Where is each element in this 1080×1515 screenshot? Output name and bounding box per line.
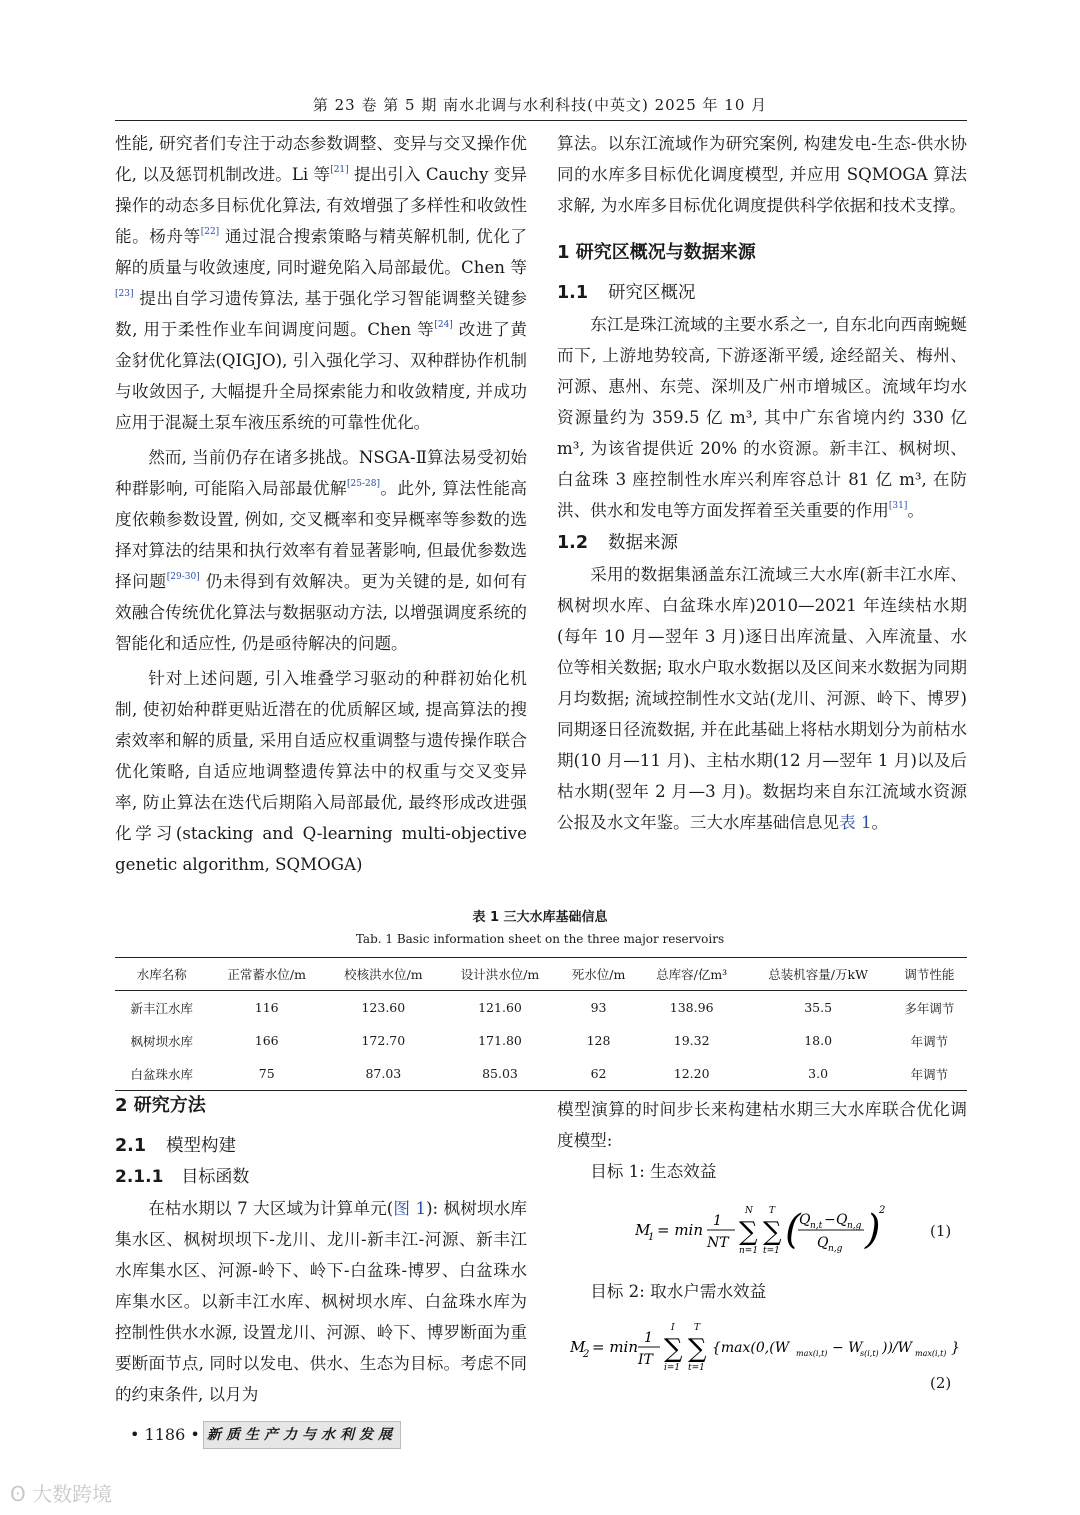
equation-1-number: (1): [930, 1222, 952, 1240]
heading-title: 数据来源: [608, 533, 679, 553]
objective-2-label: 目标 2: 取水户需水效益: [590, 1282, 767, 1301]
watermark: [10, 1478, 112, 1507]
cell: 128: [586, 1033, 611, 1048]
svg-text:max(i,t): max(i,t): [796, 1349, 828, 1358]
svg-text:n,g: n,g: [828, 1244, 843, 1254]
section-heading-2: 2 研究方法: [115, 1095, 206, 1116]
left-column-lower: [115, 1090, 527, 1410]
svg-text:s(i,t): s(i,t): [860, 1349, 879, 1358]
svg-text:2: 2: [583, 1349, 590, 1360]
cell: 年调节: [910, 1066, 949, 1082]
citation-24[interactable]: [24]: [434, 320, 453, 330]
text: 改进了黄金豺优化算法(QIGJO), 引入强化学习、双种群协作机制与收敛因子, 大幅提升全局探索能力和收敛精度, 并成功应用于混凝土泵车液压系统的可靠性优化。: [115, 320, 527, 432]
cell: 62: [590, 1066, 607, 1081]
cell: 85.03: [482, 1066, 518, 1081]
svg-text:}: }: [951, 1340, 960, 1356]
text: 。: [871, 813, 889, 832]
svg-text:n=1: n=1: [739, 1246, 759, 1256]
page-number: • 1186 •: [130, 1425, 200, 1444]
table-row: [115, 991, 967, 1025]
right-column-upper: [557, 128, 967, 838]
svg-text:t=1: t=1: [688, 1363, 705, 1373]
paragraph-model-step: 模型演算的时间步长来构建枯水期三大水库联合优化调度模型:: [557, 1100, 967, 1150]
subsubsection-heading-2-1-1: [115, 1162, 527, 1193]
heading-number: 1.1: [557, 283, 589, 303]
text: 。此外, 算法性能高度依赖参数设置, 例如, 交叉概率和变异概率等参数的选择对算法的结果和执行效率有着显著影响, 但最优参数选择问题: [115, 479, 527, 591]
svg-text:T: T: [694, 1323, 701, 1333]
svg-text:t=1: t=1: [763, 1246, 780, 1256]
paragraph-objective: [115, 1193, 527, 1410]
header-rule: [115, 120, 967, 121]
svg-text:Q: Q: [799, 1212, 811, 1228]
cell: 166: [254, 1033, 279, 1048]
citation-21[interactable]: [21]: [330, 165, 349, 175]
text: 性能, 研究者们专注于动态参数调整、变异与交叉操作优化, 以及惩罚机制改进。Li 等: [115, 134, 527, 184]
heading-number: 1.2: [557, 533, 589, 553]
cell: 白盆珠水库: [130, 1066, 193, 1082]
running-header: 第 23 卷 第 5 期 南水北调与水利科技(中英文) 2025 年 10 月: [312, 96, 768, 114]
table-caption-cn: 表 1 三大水库基础信息: [472, 910, 608, 925]
svg-text:∑: ∑: [664, 1334, 683, 1364]
svg-text:2: 2: [879, 1205, 886, 1216]
svg-text:1: 1: [713, 1213, 722, 1229]
svg-text:M: M: [570, 1338, 586, 1356]
series-banner: 新质生产力与水利发展: [203, 1421, 401, 1449]
heading-title: 模型构建: [166, 1136, 237, 1156]
svg-text:∑: ∑: [763, 1217, 782, 1247]
table-row: [115, 1057, 967, 1091]
subsection-heading-2-1: [115, 1131, 527, 1162]
cell: 93: [590, 1000, 607, 1015]
cell: 35.5: [804, 1000, 833, 1015]
subsection-heading-1-1: [557, 278, 967, 309]
svg-text:i=1: i=1: [664, 1363, 681, 1373]
citation-31[interactable]: [31]: [888, 501, 908, 511]
text: 。: [907, 501, 924, 520]
svg-text:I: I: [671, 1323, 675, 1333]
svg-text:−: −: [824, 1212, 836, 1228]
text: 然而, 当前仍存在诸多挑战。NSGA-Ⅱ算法易受初始种群影响, 可能陷入局部最优解: [115, 448, 527, 498]
equation-1: [635, 1195, 895, 1265]
section-heading-1: 1 研究区概况与数据来源: [557, 242, 756, 263]
cell: 枫树坝水库: [130, 1033, 193, 1049]
paragraph-study-area: [557, 309, 967, 526]
svg-text:NT: NT: [707, 1235, 729, 1251]
text: 通过混合搜索策略与精英解机制, 优化了解的质量与收敛速度, 同时避免陷入局部最优。Chen 等: [115, 227, 528, 277]
heading-title: 研究区概况: [608, 283, 696, 303]
cell: 116: [254, 1000, 279, 1015]
left-column-upper: [115, 128, 527, 880]
svg-text:N: N: [745, 1206, 753, 1216]
cell: 19.32: [673, 1033, 710, 1048]
table-1-link[interactable]: 表 1: [839, 813, 872, 832]
col-header: 调节性能: [904, 967, 955, 982]
equation-2: [570, 1318, 965, 1378]
svg-text:1: 1: [644, 1330, 653, 1346]
svg-text:Q: Q: [817, 1235, 829, 1251]
heading-number: 2.1.1: [115, 1167, 164, 1187]
paragraph-cont: 算法。以东江流域作为研究案例, 构建发电-生态-供水协同的水库多目标优化调度模型, 并应用 SQMOGA 算法求解, 为水库多目标优化调度提供科学依据和技术支撑。: [557, 134, 967, 215]
cell: 123.60: [361, 1000, 406, 1015]
svg-text:(: (: [785, 1207, 801, 1253]
col-header: 正常蓄水位/m: [227, 967, 306, 982]
paragraph-data-source: [557, 559, 967, 838]
svg-text:{max(0,(W: {max(0,(W: [712, 1340, 790, 1356]
text: 在枯水期以 7 大区域为计算单元(: [148, 1199, 394, 1218]
reservoir-table: [115, 957, 967, 1091]
svg-text:n,g: n,g: [847, 1221, 862, 1231]
svg-text:= min: = min: [592, 1338, 639, 1356]
col-header: 总装机容量/万kW: [768, 967, 868, 982]
table-caption-en: Tab. 1 Basic information sheet on the three major reservoirs: [355, 932, 725, 946]
cell: 新丰江水库: [130, 1000, 193, 1016]
svg-text:1: 1: [648, 1232, 655, 1243]
watermark-logo-icon: ʘ: [10, 1482, 26, 1506]
cell: 18.0: [804, 1033, 833, 1048]
watermark-text: 大数跨境: [32, 1482, 113, 1506]
heading-number: 2.1: [115, 1136, 147, 1156]
text: 仍未得到有效解决。更为关键的是, 如何有效融合传统优化算法与数据驱动方法, 以增强调度系统的智能化和适应性, 仍是亟待解决的问题。: [115, 572, 528, 653]
col-header: 总库容/亿m³: [656, 967, 728, 982]
svg-text:max(i,t): max(i,t): [915, 1349, 947, 1358]
table-row: [115, 1024, 967, 1057]
text: 东江是珠江流域的主要水系之一, 自东北向西南蜿蜒而下, 上游地势较高, 下游逐渐平缓, 途经韶关、梅州、河源、惠州、东莞、深圳及广州市增城区。流域年均水资源量约为 359.5 亿 m³, 其中广东省境内约 330 亿 m³, 为该省提供近 20% 的水资源。新丰江、枫树坝、白盆珠 3 座控制性水库兴利库容总计 81 亿 m³, 在防洪、供水和发电等方面发挥着至关重要的作用: [557, 315, 967, 520]
subsection-heading-1-2: [557, 528, 967, 559]
text: 采用的数据集涵盖东江流域三大水库(新丰江水库、枫树坝水库、白盆珠水库)2010—2021 年连续枯水期(每年 10 月—翌年 3 月)逐日出库流量、入库流量、水位等相关数据; 取水户取水数据以及区间来水数据为同期月均数据; 流域控制性水文站(龙川、河源、岭下、博罗)同期逐日径流数据, 并在此基础上将枯水期划分为前枯水期(10 月—11 月)、主枯水期(12 月—翌年 1 月)以及后枯水期(翌年 2 月—3 月)。数据均来自东江流域水资源公报及水文年鉴。三大水库基础信息见: [557, 565, 967, 832]
citation-22[interactable]: [22]: [200, 227, 220, 237]
text: 提出自学习遗传算法, 基于强化学习智能调整关键参数, 用于柔性作业车间调度问题。Chen 等: [115, 289, 527, 339]
citation-29-30[interactable]: [29-30]: [166, 572, 200, 582]
svg-text:Q: Q: [836, 1212, 848, 1228]
cell: 3.0: [808, 1066, 829, 1081]
svg-text:∑: ∑: [688, 1334, 707, 1364]
citation-23[interactable]: [23]: [115, 289, 134, 299]
citation-25-28[interactable]: [25-28]: [347, 479, 380, 489]
svg-text:T: T: [769, 1206, 776, 1216]
svg-text:∑: ∑: [739, 1217, 758, 1247]
col-header: 设计洪水位/m: [460, 967, 540, 982]
cell: 年调节: [910, 1033, 949, 1049]
paragraph-3: 针对上述问题, 引入堆叠学习驱动的种群初始化机制, 使初始种群更贴近潜在的优质解区域, 提高算法的搜索效率和解的质量, 采用自适应权重调整与遗传操作联合优化策略, 自适应地调整遗传算法中的权重与交叉变异率, 防止算法在迭代后期陷入局部最优, 最终形成改进强化学习(stacking and Q-learning multi-objective genetic algorithm, SQMOGA): [115, 669, 527, 874]
paragraph-1: [115, 128, 527, 438]
heading-title: 目标函数: [181, 1167, 250, 1187]
cell: 87.03: [365, 1066, 402, 1081]
cell: 121.60: [478, 1000, 522, 1015]
objective-1-label: 目标 1: 生态效益: [590, 1162, 717, 1181]
svg-text:): ): [865, 1207, 881, 1253]
svg-text:n,t: n,t: [810, 1221, 823, 1231]
svg-text:− W: − W: [832, 1340, 863, 1356]
col-header: 校核洪水位/m: [344, 967, 423, 982]
table-header-row: [115, 958, 967, 991]
cell: 138.96: [669, 1000, 714, 1015]
svg-text:))/W: ))/W: [882, 1340, 913, 1356]
cell: 75: [258, 1066, 275, 1081]
paragraph-2: [115, 442, 527, 659]
svg-text:M: M: [635, 1221, 651, 1239]
cell: 12.20: [673, 1066, 710, 1081]
text: 提出引入 Cauchy 变异操作的动态多目标优化算法, 有效增强了多样性和收敛性能。杨舟等: [115, 165, 527, 246]
text: ): 枫树坝水库集水区、枫树坝坝下-龙川、龙川-新丰江-河源、新丰江水库集水区、河源-岭下、岭下-白盆珠-博罗、白盆珠水库集水区。以新丰江水库、枫树坝水库、白盆珠水库为控制性供水水源, 设置龙川、河源、岭下、博罗断面为重要断面节点, 同时以发电、供水、生态为目标。考虑不同的约束条件, 以月为: [115, 1199, 527, 1404]
right-column-objective2: [557, 1276, 967, 1307]
svg-text:= min: = min: [657, 1221, 704, 1239]
cell: 172.70: [361, 1033, 406, 1048]
col-header: 水库名称: [136, 967, 187, 982]
figure-1-link[interactable]: 图 1: [393, 1199, 427, 1218]
cell: 多年调节: [904, 1000, 955, 1016]
cell: 171.80: [478, 1033, 522, 1048]
right-column-lower: [557, 1094, 967, 1187]
col-header: 死水位/m: [571, 967, 626, 982]
equation-2-number: (2): [930, 1374, 952, 1392]
svg-text:IT: IT: [638, 1352, 653, 1368]
